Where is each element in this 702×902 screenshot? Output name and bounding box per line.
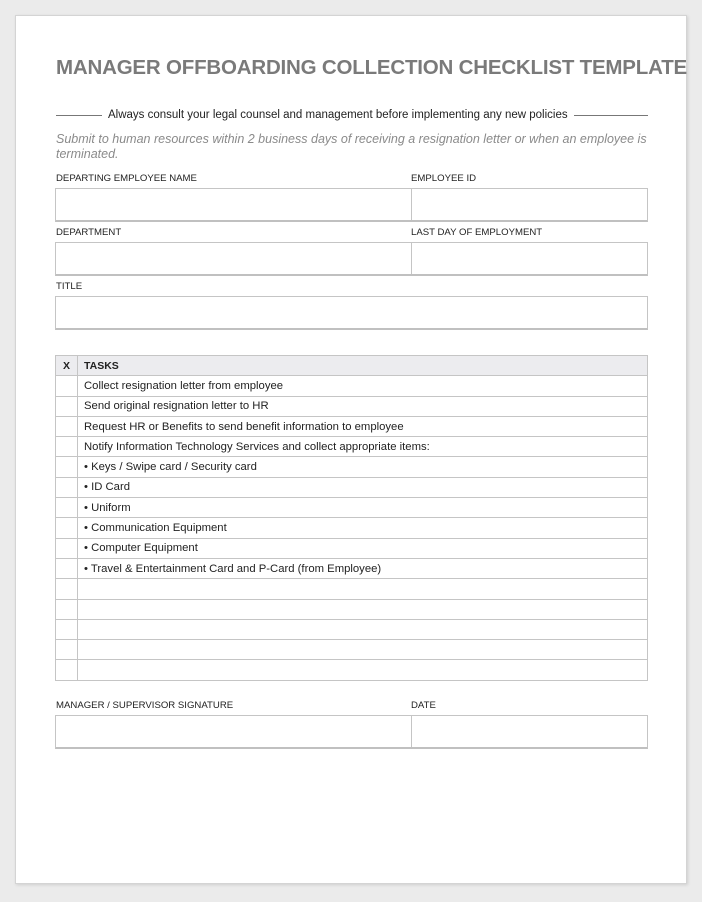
task-cell[interactable]: • Keys / Swipe card / Security card (78, 457, 648, 477)
employee-id-field[interactable] (412, 189, 647, 220)
task-checkbox-cell[interactable] (56, 558, 78, 578)
task-checkbox-cell[interactable] (56, 619, 78, 639)
task-cell[interactable] (78, 660, 648, 680)
task-cell[interactable]: Send original resignation letter to HR (78, 396, 648, 416)
task-cell[interactable]: Notify Information Technology Services and collect appropriate items: (78, 437, 648, 457)
task-cell[interactable]: • Computer Equipment (78, 538, 648, 558)
table-row (56, 640, 648, 660)
table-row (56, 599, 648, 619)
task-checkbox-cell[interactable] (56, 599, 78, 619)
tasks-table-body (56, 376, 648, 680)
table-row (56, 619, 648, 639)
task-checkbox-cell[interactable] (56, 498, 78, 518)
table-row (56, 477, 648, 497)
table-row (56, 579, 648, 599)
task-checkbox-cell[interactable] (56, 437, 78, 457)
divider-rule-left (56, 115, 102, 116)
tasks-table (55, 355, 648, 681)
table-row (56, 416, 648, 436)
table-row (56, 538, 648, 558)
table-header-row (56, 356, 648, 376)
date-label: DATE (411, 700, 436, 711)
department-field[interactable] (56, 243, 411, 274)
document-title: MANAGER OFFBOARDING COLLECTION CHECKLIST TEMPLATE (56, 56, 687, 79)
task-checkbox-cell[interactable] (56, 416, 78, 436)
title-field[interactable] (55, 296, 648, 330)
task-checkbox-cell[interactable] (56, 579, 78, 599)
task-checkbox-cell[interactable] (56, 640, 78, 660)
signature-field[interactable] (56, 716, 411, 747)
divider-rule-right (574, 115, 648, 116)
task-cell[interactable]: • ID Card (78, 477, 648, 497)
task-checkbox-cell[interactable] (56, 376, 78, 396)
task-cell[interactable] (78, 640, 648, 660)
date-field[interactable] (412, 716, 647, 747)
department-lastday-row (55, 242, 648, 276)
task-checkbox-cell[interactable] (56, 396, 78, 416)
table-row (56, 498, 648, 518)
disclaimer-text: Always consult your legal counsel and management before implementing any new policies (108, 109, 568, 121)
employee-name-id-row (55, 188, 648, 222)
tasks-column-header: TASKS (78, 356, 648, 376)
task-checkbox-cell[interactable] (56, 457, 78, 477)
task-cell[interactable]: Request HR or Benefits to send benefit information to employee (78, 416, 648, 436)
task-cell[interactable] (78, 579, 648, 599)
table-row (56, 457, 648, 477)
employee-id-label: EMPLOYEE ID (411, 173, 477, 184)
task-cell[interactable]: • Travel & Entertainment Card and P-Card (from Employee) (78, 558, 648, 578)
task-checkbox-cell[interactable] (56, 477, 78, 497)
last-day-field[interactable] (412, 243, 647, 274)
task-checkbox-cell[interactable] (56, 518, 78, 538)
document-page (15, 15, 687, 884)
table-row (56, 660, 648, 680)
departing-employee-name-label: DEPARTING EMPLOYEE NAME (56, 173, 197, 184)
signature-label: MANAGER / SUPERVISOR SIGNATURE (56, 700, 234, 711)
department-label: DEPARTMENT (56, 227, 122, 238)
task-checkbox-cell[interactable] (56, 538, 78, 558)
task-cell[interactable]: • Uniform (78, 498, 648, 518)
title-label: TITLE (56, 281, 83, 292)
task-cell[interactable] (78, 599, 648, 619)
last-day-label: LAST DAY OF EMPLOYMENT (411, 227, 543, 238)
table-row (56, 376, 648, 396)
table-row (56, 518, 648, 538)
task-cell[interactable]: Collect resignation letter from employee (78, 376, 648, 396)
instructions-text: Submit to human resources within 2 business days of receiving a resignation letter or when an employee is terminated. (56, 132, 647, 161)
disclaimer-line (56, 109, 648, 121)
task-cell[interactable]: • Communication Equipment (78, 518, 648, 538)
signature-date-row (55, 715, 648, 749)
table-row (56, 396, 648, 416)
table-row (56, 558, 648, 578)
task-checkbox-cell[interactable] (56, 660, 78, 680)
task-cell[interactable] (78, 619, 648, 639)
table-row (56, 437, 648, 457)
departing-employee-name-field[interactable] (56, 189, 411, 220)
check-column-header: X (56, 356, 78, 376)
